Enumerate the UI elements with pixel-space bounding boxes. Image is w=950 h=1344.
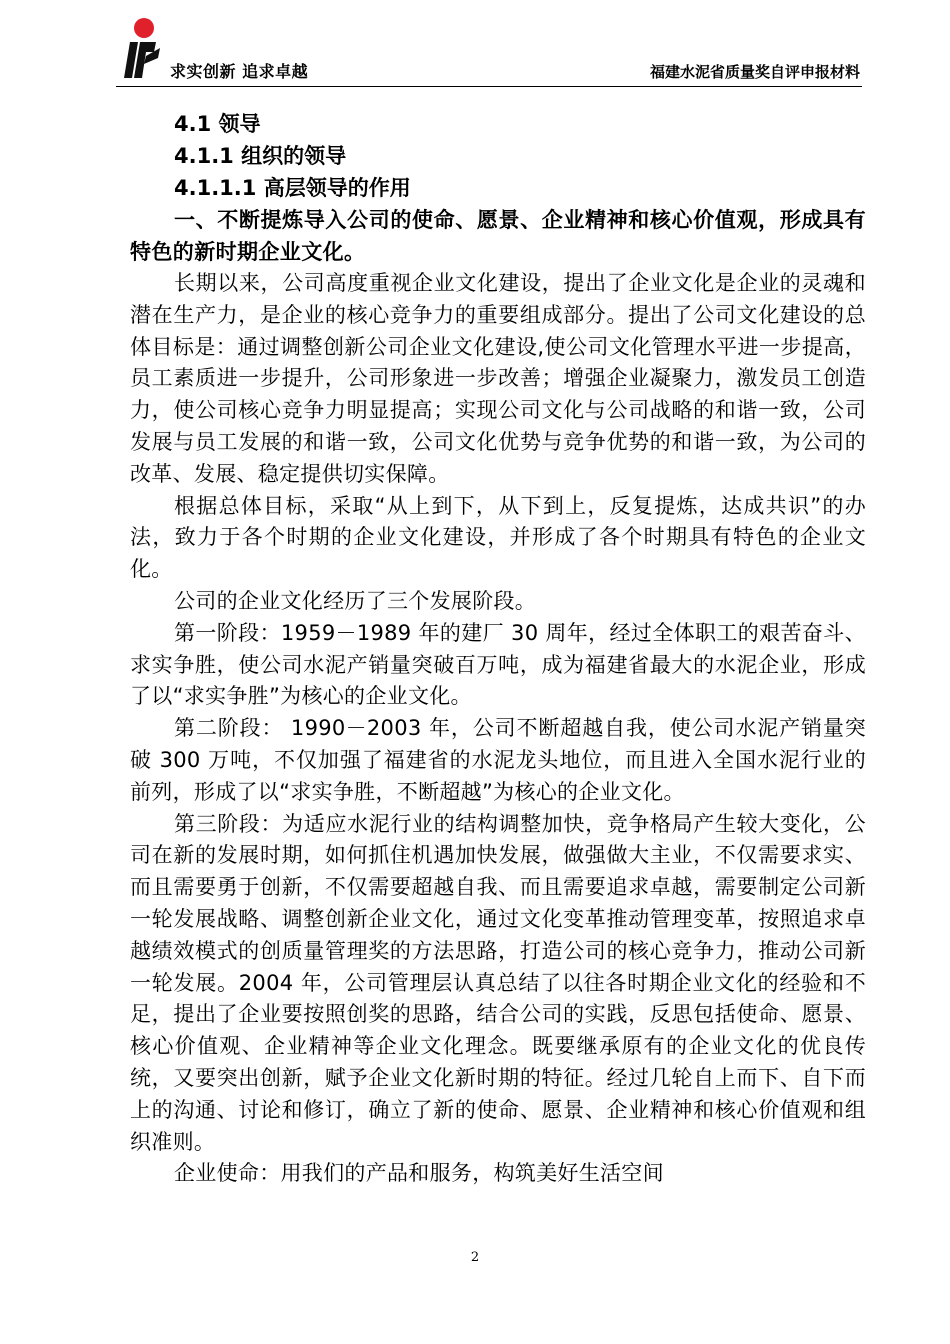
heading-4-1-1-1: 4.1.1.1 高层领导的作用 (174, 176, 411, 200)
paragraph-stages-intro: 公司的企业文化经历了三个发展阶段。 (174, 588, 537, 613)
paragraph-approach: 根据总体目标，采取“从上到下，从下到上，反复提炼，达成共识”的办法，致力于各个时期的企业文化建设，并形成了各个时期具有特色的企业文化。 (130, 493, 866, 582)
logo-mark-icon (116, 18, 170, 82)
paragraph-stage-three: 第三阶段：为适应水泥行业的结构调整加快，竞争格局产生较大变化，公司在新的发展时期，如何抓住机遇加快发展，做强做大主业，不仅需要求实、而且需要勇于创新，不仅需要超越自我、而且需要追求卓越，需要制定公司新一轮发展战略、调整创新企业文化，通过文化变革推动管理变革，按照追求卓越绩效模式的创质量管理奖的方法思路，打造公司的核心竞争力，推动公司新一轮发展。2004 年，公司管理层认真总结了以往各时期企业文化的经验和不足，提出了企业要按照创奖的思路，结合公司的实践，反思包括使命、愿景、核心价值观、企业精神等企业文化理念。既要继承原有的企业文化的优良传统，又要突出创新，赋予企业文化新时期的特征。经过几轮自上而下、自下而上的沟通、讨论和修订，确立了新的使命、愿景、企业精神和核心价值观和组织准则。 (130, 811, 866, 1154)
paragraph-mission: 企业使命：用我们的产品和服务，构筑美好生活空间 (174, 1161, 664, 1186)
page-number: 2 (470, 1250, 480, 1265)
paragraph-stage-one: 第一阶段：1959－1989 年的建厂 30 周年，经过全体职工的艰苦奋斗、求实争胜，使公司水泥产销量突破百万吨，成为福建省最大的水泥企业，形成了以“求实争胜”为核心的企业文化。 (130, 620, 866, 709)
header-motto: 求实创新 追求卓越 (170, 62, 309, 81)
company-logo (116, 18, 170, 82)
header-divider (116, 86, 862, 87)
document-body (130, 108, 866, 1190)
section-heading-culture: 一、不断提炼导入公司的使命、愿景、企业精神和核心价值观，形成具有特色的新时期企业文化。 (130, 208, 866, 264)
heading-4-1-1: 4.1.1 组织的领导 (174, 144, 347, 168)
paragraph-stage-two: 第二阶段： 1990－2003 年，公司不断超越自我，使公司水泥产销量突破 300 万吨，不仅加强了福建省的水泥龙头地位，而且进入全国水泥行业的前列，形成了以“求实争胜，不断超越”为核心的企业文化。 (130, 716, 866, 804)
header-title: 福建水泥省质量奖自评申报材料 (649, 63, 860, 81)
heading-4-1: 4.1 领导 (174, 112, 261, 136)
paragraph-culture-overview: 长期以来，公司高度重视企业文化建设，提出了企业文化是企业的灵魂和潜在生产力，是企业的核心竞争力的重要组成部分。提出了公司文化建设的总体目标是：通过调整创新公司企业文化建设,使公司文化管理水平进一步提高，员工素质进一步提升，公司形象进一步改善；增强企业凝聚力，激发员工创造力，使公司核心竞争力明显提高；实现公司文化与公司战略的和谐一致，公司发展与员工发展的和谐一致，公司文化优势与竞争优势的和谐一致，为公司的改革、发展、稳定提供切实保障。 (130, 271, 866, 486)
